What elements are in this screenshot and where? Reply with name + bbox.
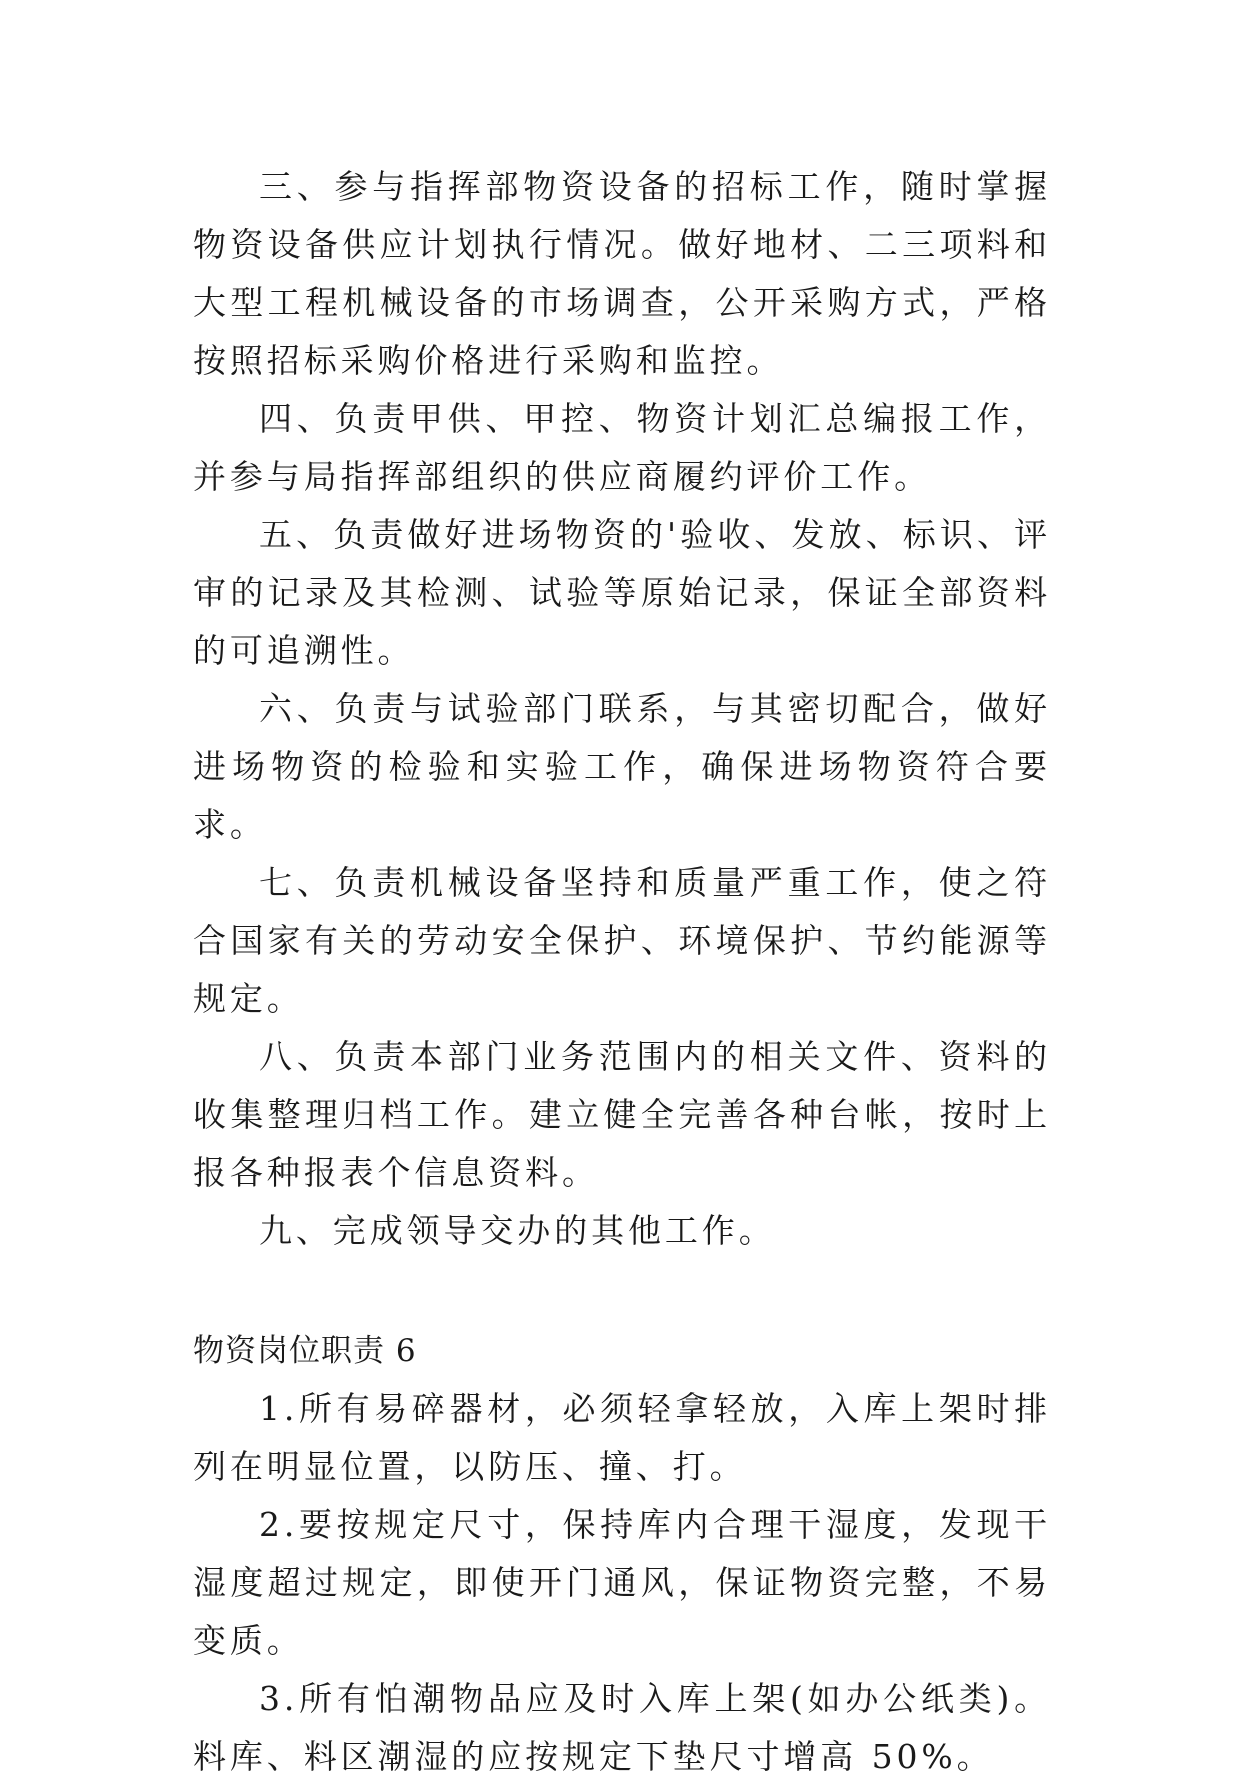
paragraph-item-8: 八、负责本部门业务范围内的相关文件、资料的收集整理归档工作。建立健全完善各种台帐，按时上报各种报表个信息资料。 — [193, 1037, 1051, 1192]
paragraph-item-5: 五、负责做好进场物资的'验收、发放、标识、评审的记录及其检测、试验等原始记录，保证全部资料的可追溯性。 — [193, 515, 1051, 670]
paragraph-item-3: 三、参与指挥部物资设备的招标工作，随时掌握物资设备供应计划执行情况。做好地材、二三项料和大型工程机械设备的市场调查，公开采购方式，严格按照招标采购价格进行采购和监控。 — [193, 167, 1051, 380]
numbered-item-2: 2.要按规定尺寸，保持库内合理干湿度，发现干湿度超过规定，即使开门通风，保证物资完整，不易变质。 — [193, 1505, 1051, 1660]
paragraph-item-9: 九、完成领导交办的其他工作。 — [259, 1211, 776, 1250]
section-title: 物资岗位职责 6 — [193, 1333, 417, 1369]
document-page — [193, 158, 1051, 1786]
numbered-item-3: 3.所有怕潮物品应及时入库上架(如办公纸类)。料库、料区潮湿的应按规定下垫尺寸增高 50%。 — [193, 1679, 1051, 1776]
paragraph-item-6: 六、负责与试验部门联系，与其密切配合，做好进场物资的检验和实验工作，确保进场物资符合要求。 — [193, 689, 1051, 844]
paragraph-item-4: 四、负责甲供、甲控、物资计划汇总编报工作，并参与局指挥部组织的供应商履约评价工作。 — [193, 399, 1051, 496]
numbered-item-1: 1.所有易碎器材，必须轻拿轻放，入库上架时排列在明显位置，以防压、撞、打。 — [193, 1389, 1051, 1486]
paragraph-item-7: 七、负责机械设备坚持和质量严重工作，使之符合国家有关的劳动安全保护、环境保护、节约能源等规定。 — [193, 863, 1051, 1018]
